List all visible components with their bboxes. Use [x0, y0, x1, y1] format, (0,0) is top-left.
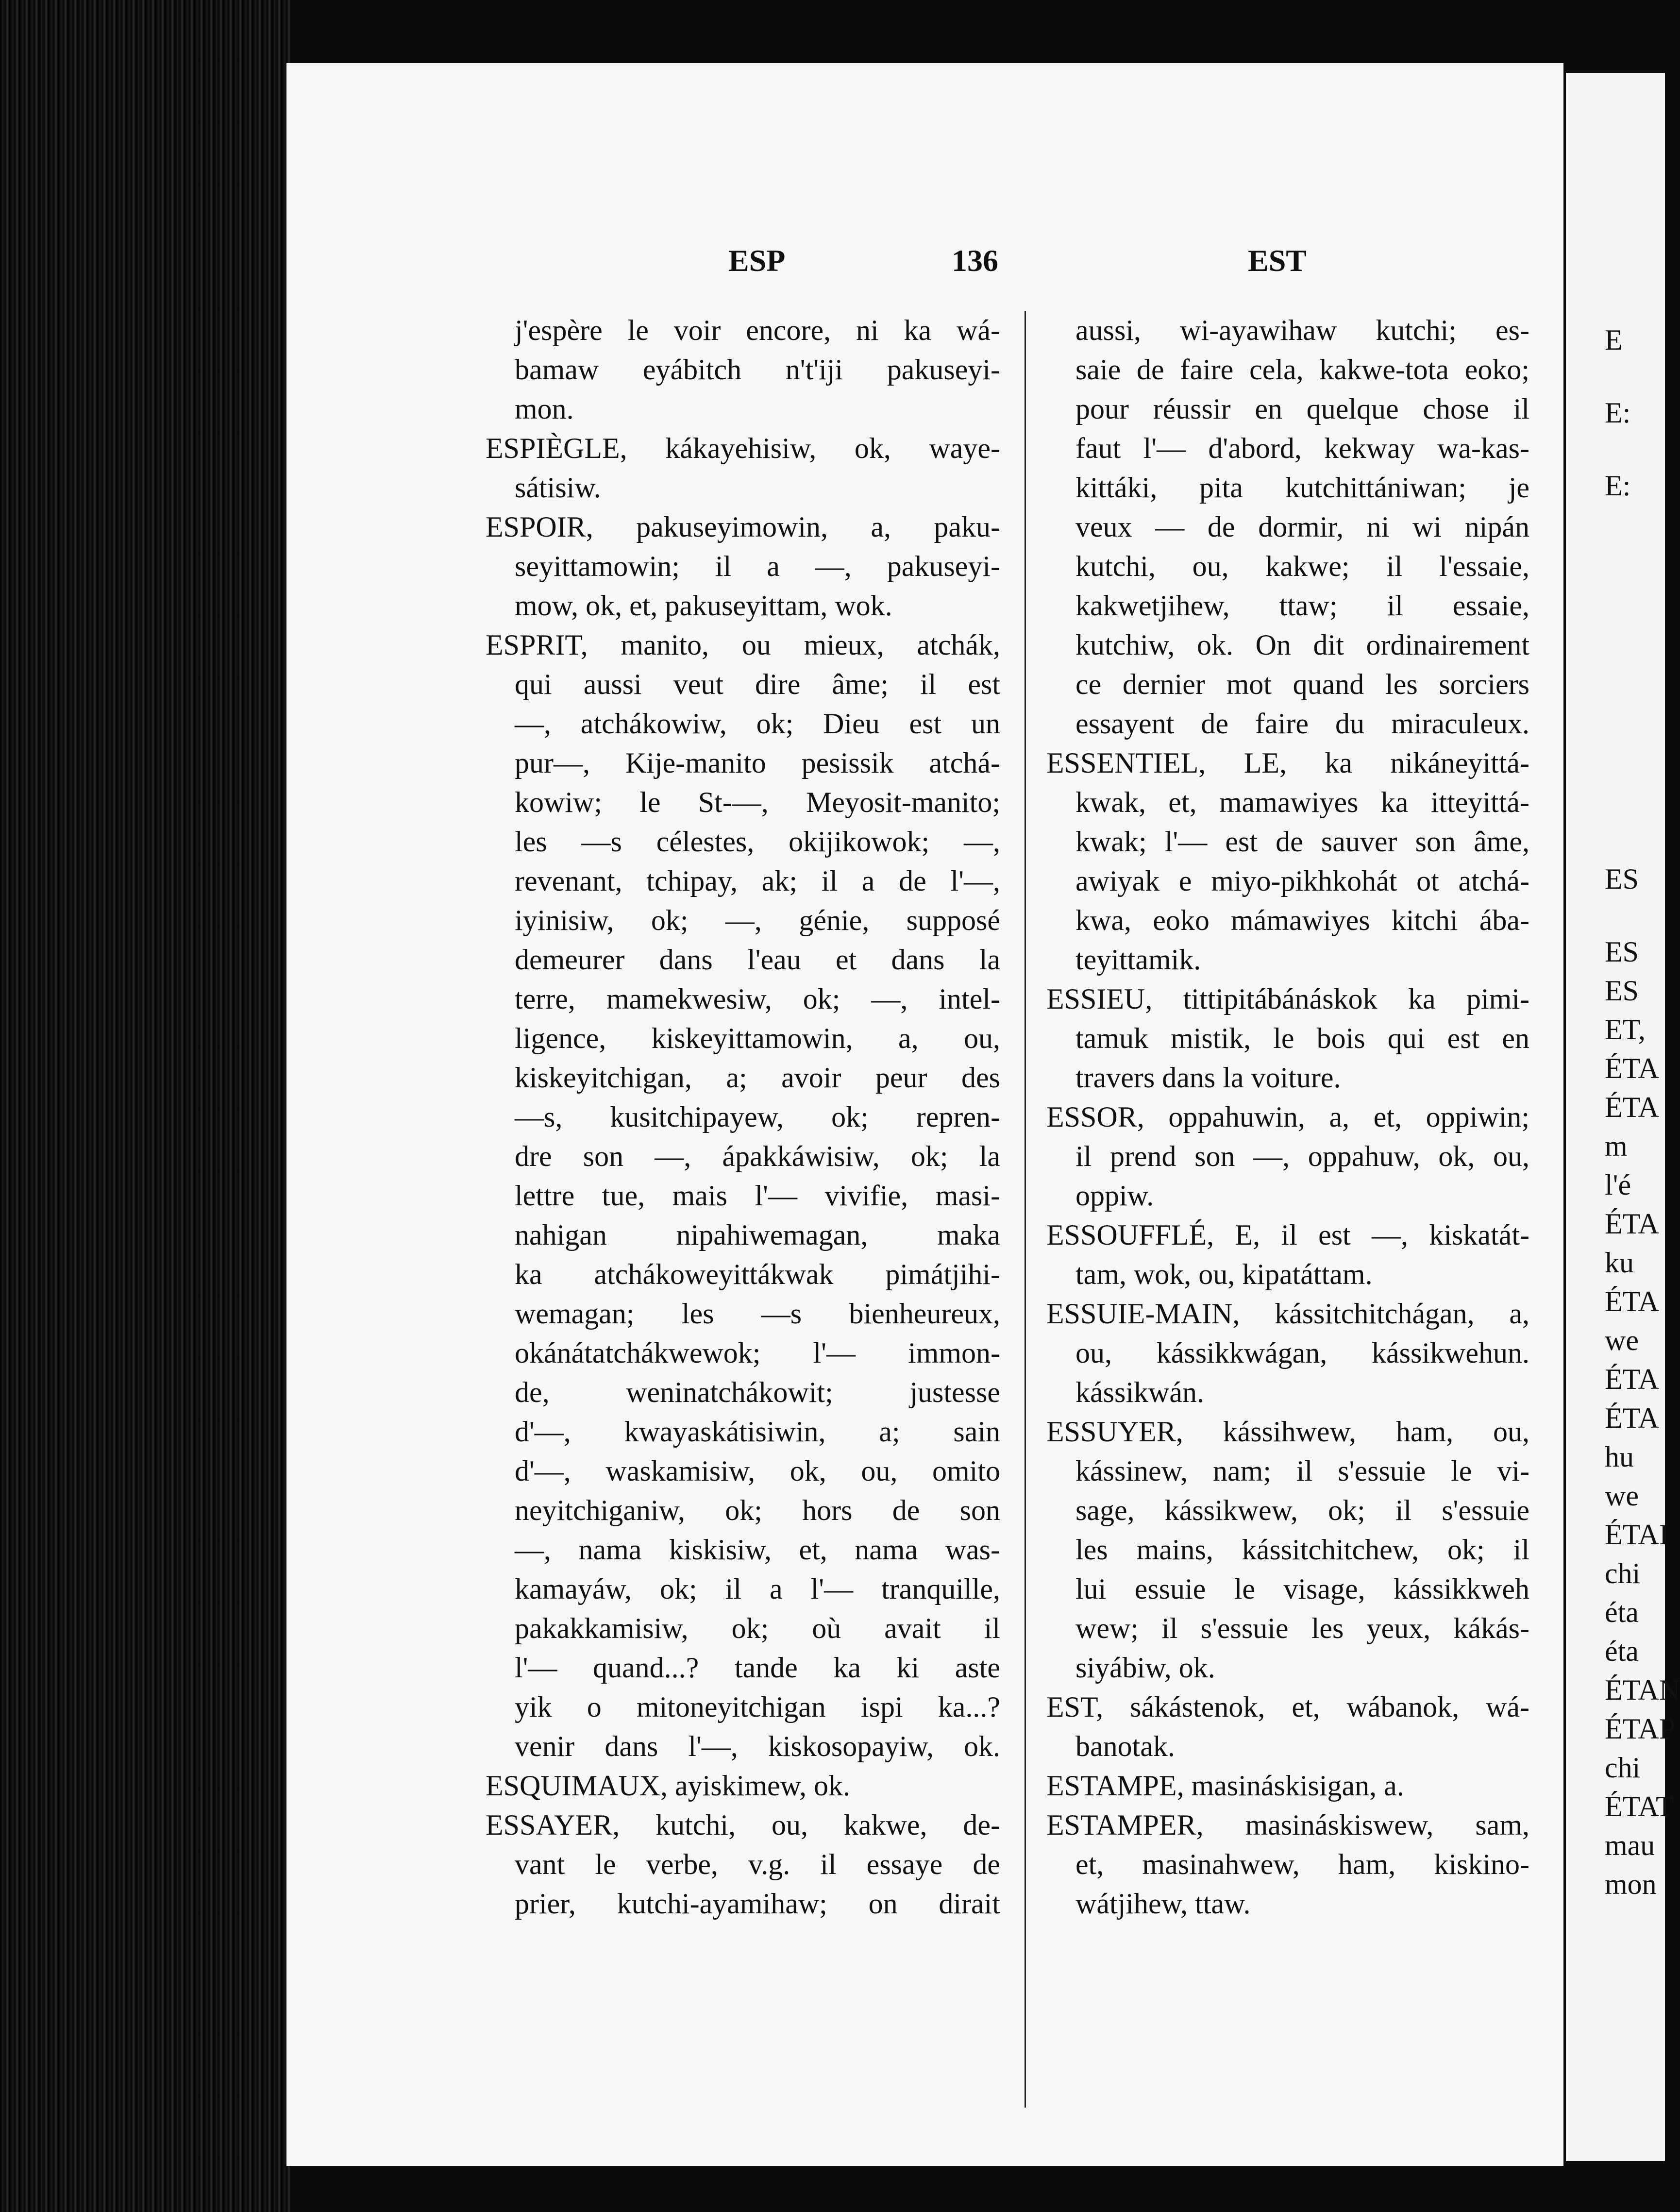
- right-column-line: ESSIEU, tittipitábánáskok ka pimi-: [1046, 983, 1529, 1015]
- running-head-right: EST: [1248, 243, 1307, 278]
- right-column-line: travers dans la voiture.: [1075, 1062, 1341, 1094]
- left-column-line: iyinisiw, ok; —, génie, supposé: [515, 904, 1000, 936]
- left-column-line: —, nama kiskisiw, et, nama was-: [515, 1534, 1000, 1566]
- page-number: 136: [952, 243, 998, 278]
- right-column-line: kutchiw, ok. On dit ordinairement: [1075, 629, 1529, 661]
- adjacent-page-fragment: ES: [1605, 936, 1639, 968]
- right-column-line: awiyak e miyo-pikhkohát ot atchá-: [1075, 865, 1529, 897]
- left-column-line: mon.: [515, 393, 574, 425]
- left-column-line: ligence, kiskeyittamowin, a, ou,: [515, 1022, 1000, 1054]
- running-head-left: ESP: [728, 243, 786, 278]
- adjacent-page-fragment: l'é: [1605, 1169, 1631, 1201]
- adjacent-page-fragment: éta: [1605, 1635, 1639, 1667]
- left-column-line: venir dans l'—, kiskosopayiw, ok.: [515, 1730, 1000, 1762]
- right-column-line: ce dernier mot quand les sorciers: [1075, 668, 1529, 700]
- right-column-line: kwak, et, mamawiyes ka itteyittá-: [1075, 786, 1529, 818]
- left-column-line: ESPOIR, pakuseyimowin, a, paku-: [486, 511, 1000, 543]
- left-column-line: j'espère le voir encore, ni ka wá-: [515, 314, 1000, 346]
- right-column-line: aussi, wi-ayawihaw kutchi; es-: [1075, 314, 1529, 346]
- adjacent-page-fragment: E:: [1605, 397, 1631, 429]
- left-column-line: —, atchákowiw, ok; Dieu est un: [515, 708, 1000, 740]
- left-column-line: de, weninatchákowit; justesse: [515, 1376, 1000, 1408]
- left-column-line: seyittamowin; il a —, pakuseyi-: [515, 550, 1000, 582]
- right-column-line: ESTAMPER, masináskiswew, sam,: [1046, 1809, 1529, 1841]
- adjacent-page-fragment: we: [1605, 1324, 1639, 1356]
- right-column-line: essayent de faire du miraculeux.: [1075, 708, 1529, 740]
- adjacent-page-fragment: ÉTA: [1605, 1402, 1659, 1434]
- right-column-line: siyábiw, ok.: [1075, 1652, 1215, 1684]
- right-column-line: ESSUIE-MAIN, kássitchitchágan, a,: [1046, 1298, 1529, 1330]
- adjacent-page-fragment: ES: [1605, 863, 1639, 895]
- adjacent-page-fragment: chi: [1605, 1557, 1641, 1589]
- adjacent-page-fragment: ÉTAT: [1605, 1790, 1674, 1823]
- right-column-line: ESTAMPE, masináskisigan, a.: [1046, 1770, 1404, 1802]
- adjacent-page-fragment: hu: [1605, 1441, 1634, 1473]
- right-column-line: les mains, kássitchitchew, ok; il: [1075, 1534, 1529, 1566]
- adjacent-page-fragment: éta: [1605, 1596, 1639, 1628]
- right-column-line: pour réussir en quelque chose il: [1075, 393, 1529, 425]
- left-column-line: ka atchákoweyittákwak pimátjihi-: [515, 1258, 1000, 1290]
- adjacent-page-fragment: ÉTA: [1605, 1285, 1659, 1317]
- adjacent-page-fragment: chi: [1605, 1752, 1641, 1784]
- left-column-line: d'—, waskamisiw, ok, ou, omito: [515, 1455, 1000, 1487]
- right-column-line: ou, kássikkwágan, kássikwehun.: [1075, 1337, 1529, 1369]
- right-column-line: ESSOR, oppahuwin, a, et, oppiwin;: [1046, 1101, 1529, 1133]
- adjacent-page-fragment: mon: [1605, 1868, 1657, 1900]
- adjacent-page-fragment: ÉTA: [1605, 1052, 1659, 1084]
- right-column-line: kwa, eoko mámawiyes kitchi ába-: [1075, 904, 1529, 936]
- adjacent-page-edge: [1566, 73, 1680, 2161]
- right-column-line: veux — de dormir, ni wi nipán: [1075, 511, 1529, 543]
- left-column-line: —s, kusitchipayew, ok; repren-: [515, 1101, 1000, 1133]
- column-divider: [1025, 311, 1026, 2108]
- right-column-line: oppiw.: [1075, 1180, 1154, 1212]
- left-column-line: mow, ok, et, pakuseyittam, wok.: [515, 590, 892, 622]
- right-column-line: kássikwán.: [1075, 1376, 1204, 1408]
- left-column-line: vant le verbe, v.g. il essaye de: [515, 1848, 1000, 1880]
- adjacent-page-fragment: ÉTA: [1605, 1363, 1659, 1395]
- left-column-line: neyitchiganiw, ok; hors de son: [515, 1494, 1000, 1526]
- adjacent-page-fragment: ES: [1605, 975, 1639, 1007]
- left-column: [486, 311, 1000, 1924]
- left-column-line: les —s célestes, okijikowok; —,: [515, 826, 1000, 858]
- left-column-line: kowiw; le St-—, Meyosit-manito;: [515, 786, 1000, 818]
- right-column-line: ESSENTIEL, LE, ka nikáneyittá-: [1046, 747, 1529, 779]
- adjacent-page-fragment: ÉTAI: [1605, 1519, 1669, 1551]
- adjacent-page-fragment: ÉTAP: [1605, 1713, 1676, 1745]
- right-column-line: ESSUYER, kássihwew, ham, ou,: [1046, 1416, 1529, 1448]
- left-column-line: wemagan; les —s bienheureux,: [515, 1298, 1000, 1330]
- right-column-line: kwak; l'— est de sauver son âme,: [1075, 826, 1529, 858]
- right-column-line: il prend son —, oppahuw, ok, ou,: [1075, 1140, 1529, 1172]
- adjacent-page-fragment: we: [1605, 1480, 1639, 1512]
- adjacent-page-fragment: ET,: [1605, 1013, 1646, 1046]
- left-column-line: lettre tue, mais l'— vivifie, masi-: [515, 1180, 1000, 1212]
- right-column-line: lui essuie le visage, kássikkweh: [1075, 1573, 1529, 1605]
- right-column-line: saie de faire cela, kakwe-tota eoko;: [1075, 354, 1529, 386]
- adjacent-page-fragment: ÉTA: [1605, 1208, 1659, 1240]
- left-column-line: prier, kutchi-ayamihaw; on dirait: [515, 1888, 1000, 1920]
- left-column-line: l'— quand...? tande ka ki aste: [515, 1652, 1000, 1684]
- left-column-line: kiskeyitchigan, a; avoir peur des: [515, 1062, 1000, 1094]
- right-column-line: kássinew, nam; il s'essuie le vi-: [1075, 1455, 1529, 1487]
- right-column-line: tam, wok, ou, kipatáttam.: [1075, 1258, 1373, 1290]
- adjacent-page-fragment: E: [1605, 324, 1623, 356]
- right-column-line: sage, kássikwew, ok; il s'essuie: [1075, 1494, 1529, 1526]
- right-column-line: kutchi, ou, kakwe; il l'essaie,: [1075, 550, 1529, 582]
- right-column-line: faut l'— d'abord, kekway wa-kas-: [1075, 432, 1529, 464]
- right-column-line: kakwetjihew, ttaw; il essaie,: [1075, 590, 1529, 622]
- left-column-line: qui aussi veut dire âme; il est: [515, 668, 1000, 700]
- left-column-line: okánátatchákwewok; l'— immon-: [515, 1337, 1000, 1369]
- right-column-line: wew; il s'essuie les yeux, kákás-: [1075, 1612, 1529, 1644]
- right-column-line: EST, sákástenok, et, wábanok, wá-: [1046, 1691, 1529, 1723]
- left-column-line: nahigan nipahiwemagan, maka: [515, 1219, 1000, 1251]
- adjacent-page-fragment: ku: [1605, 1247, 1634, 1279]
- left-column-line: ESPRIT, manito, ou mieux, atchák,: [486, 629, 1000, 661]
- right-column-line: teyittamik.: [1075, 944, 1201, 976]
- right-column-line: tamuk mistik, le bois qui est en: [1075, 1022, 1529, 1054]
- left-column-line: ESSAYER, kutchi, ou, kakwe, de-: [486, 1809, 1000, 1841]
- left-column-line: sátisiw.: [515, 472, 601, 504]
- left-column-line: bamaw eyábitch n't'iji pakuseyi-: [515, 354, 1000, 386]
- book-binding-shadow: [0, 0, 291, 2212]
- left-column-line: ESQUIMAUX, ayiskimew, ok.: [486, 1770, 851, 1802]
- adjacent-page-fragment: ÉTA: [1605, 1091, 1659, 1123]
- left-column-line: demeurer dans l'eau et dans la: [515, 944, 1000, 976]
- left-column-line: revenant, tchipay, ak; il a de l'—,: [515, 865, 1000, 897]
- right-column-line: kittáki, pita kutchittániwan; je: [1075, 472, 1529, 504]
- left-column-line: kamayáw, ok; il a l'— tranquille,: [515, 1573, 1000, 1605]
- right-column-line: banotak.: [1075, 1730, 1175, 1762]
- right-column-line: ESSOUFFLÉ, E, il est —, kiskatát-: [1046, 1219, 1529, 1251]
- adjacent-page-fragment: mau: [1605, 1829, 1655, 1861]
- left-column-line: terre, mamekwesiw, ok; —, intel-: [515, 983, 1000, 1015]
- adjacent-page-fragment: E:: [1605, 470, 1631, 502]
- left-column-line: pur—, Kije-manito pesissik atchá-: [515, 747, 1000, 779]
- right-column: [1046, 311, 1529, 1924]
- left-column-line: dre son —, ápakkáwisiw, ok; la: [515, 1140, 1000, 1172]
- adjacent-page-fragment: ÉTAN: [1605, 1674, 1680, 1706]
- adjacent-page-fragment: m: [1605, 1130, 1628, 1162]
- left-column-line: d'—, kwayaskátisiwin, a; sain: [515, 1416, 1000, 1448]
- left-column-line: ESPIÈGLE, kákayehisiw, ok, waye-: [486, 432, 1000, 464]
- right-column-line: wátjihew, ttaw.: [1075, 1888, 1251, 1920]
- left-column-line: pakakkamisiw, ok; où avait il: [515, 1612, 1000, 1644]
- right-column-line: et, masinahwew, ham, kiskino-: [1075, 1848, 1529, 1880]
- left-column-line: yik o mitoneyitchigan ispi ka...?: [515, 1691, 1000, 1723]
